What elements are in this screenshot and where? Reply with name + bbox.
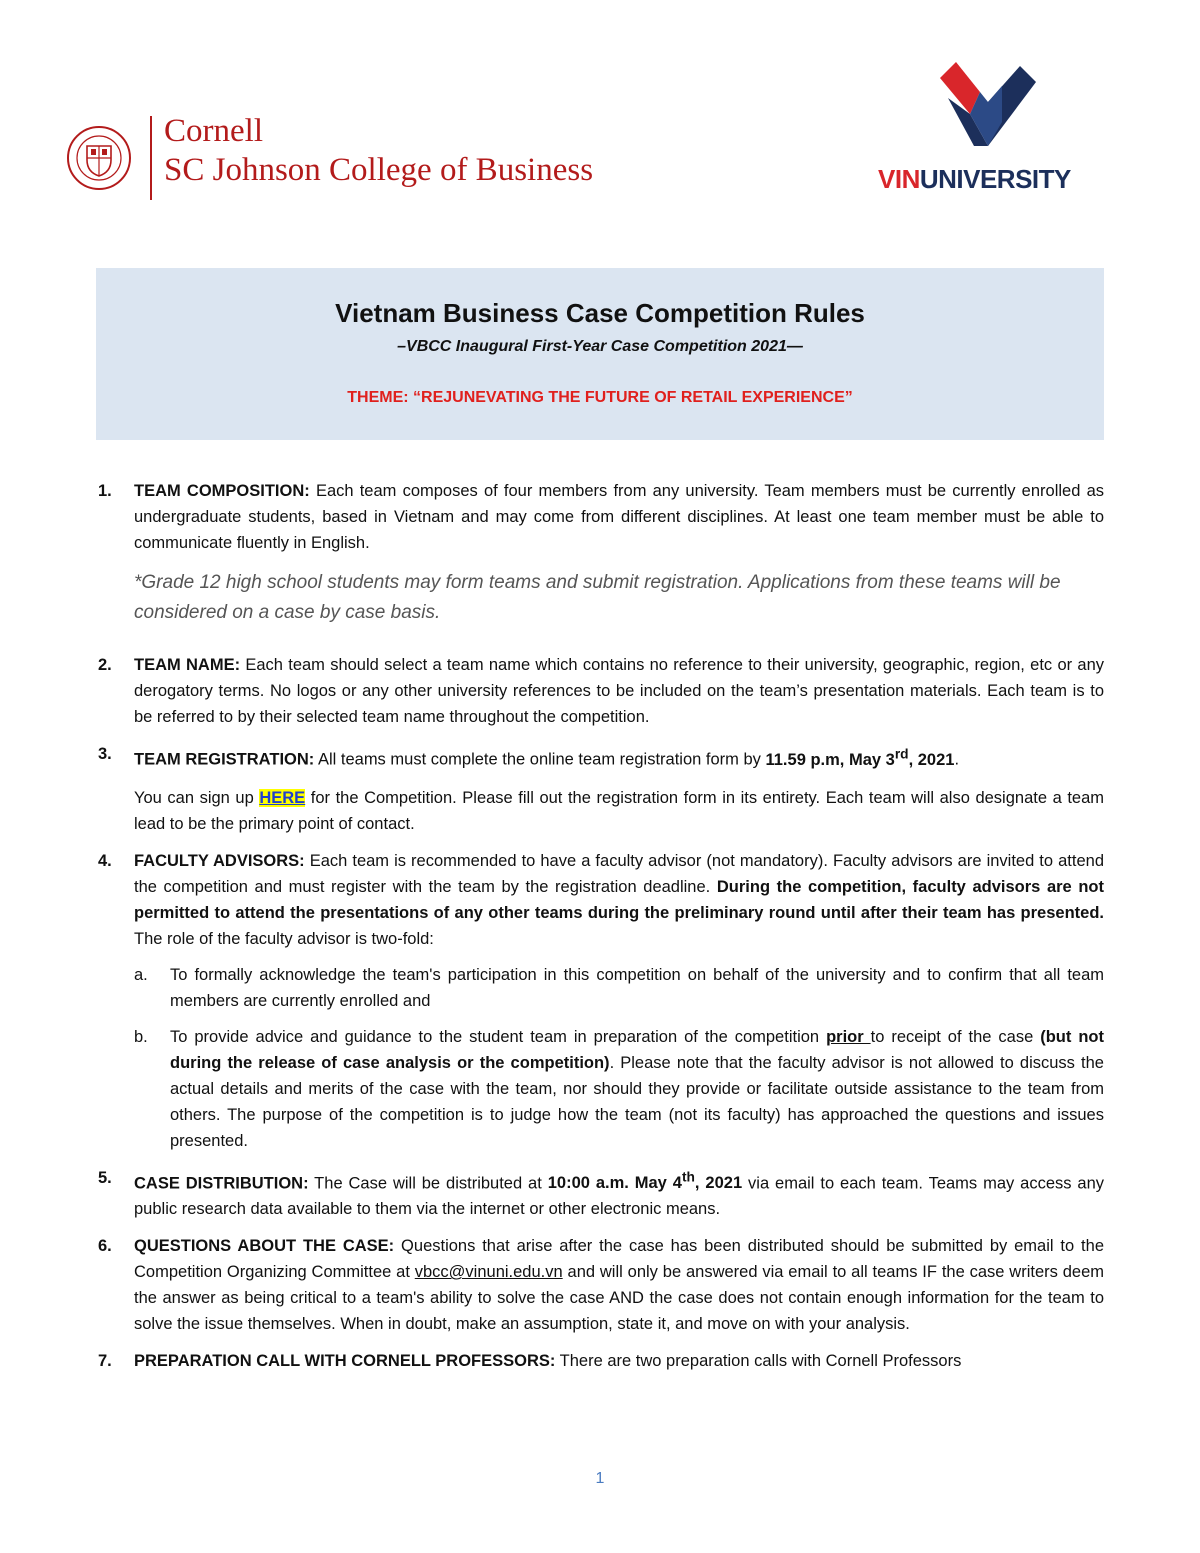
signup-paragraph [134,785,1104,837]
rule-text-end: The role of the faculty advisor is two-fold: [134,929,434,948]
sub-item-text-3: . Please note that the faculty advisor is not allowed to discuss the actual details and merits of the case with the team, nor should they provide or facilitate outside assistance to the team from others. The purpose of the competition is to judge how the team (not its faculty) has approached the questions and issues presented. [170,1053,1104,1150]
rule-label: TEAM NAME: [134,656,241,674]
rule-text: Each team composes of four members from any university. Team members must be currently enrolled as undergraduate students, based in Vietnam and may come from different disciplines. At least one team member must be able to communicate fluently in English. [134,482,1104,552]
advisor-roles-list [134,962,1104,1154]
rules-body [96,478,1104,1385]
distribution-suffix: th [681,1169,695,1185]
rule-team-name [96,652,1104,730]
rule-text-end: via email to each team. Teams may access any public research data available to them via the internet or other electronic means. [134,1174,1105,1218]
rule-text-end: . [954,750,960,769]
registration-deadline [765,746,955,769]
rule-bold-text: During the competition, faculty advisors are not permitted to attend the presentations of any other teams during the preliminary round until after their team has presented. [134,877,1104,922]
rule-label: TEAM COMPOSITION: [134,482,310,500]
deadline-date: 11.59 p.m, May 3 [765,750,895,769]
sub-item-bold: (but not during the release of case analysis or the competition) [170,1027,1104,1072]
rule-team-registration [96,741,1104,837]
rule-number: 6. [98,1237,112,1255]
registration-link[interactable]: HERE [259,788,306,807]
page-number: 1 [595,1470,605,1487]
rule-label: TEAM REGISTRATION: [134,750,315,769]
sub-item-text: To formally acknowledge the team's participation in this competition on behalf of the university and to confirm that all team members are currently enrolled and [170,965,1104,1010]
rules-list [96,478,1104,1374]
signup-text: You can sign up [134,788,260,807]
rule-number: 5. [98,1168,112,1187]
prior-emphasis: prior [826,1027,871,1046]
sub-item-letter: a. [134,965,148,984]
rule-label: QUESTIONS ABOUT THE CASE: [134,1237,395,1255]
deadline-suffix: rd [894,746,909,761]
rule-number: 4. [98,851,112,870]
vinuniversity-wordmark [878,164,1071,195]
cornell-seal-icon [66,120,132,196]
rule-text: Each team is recommended to have a faculty advisor (not mandatory). Faculty advisors are invited to attend the competition and must register with the team by the registration deadline. [134,851,1104,896]
vinuniversity-logo [872,62,1102,198]
cornell-name: Cornell [164,113,263,149]
rule-number: 1. [98,482,112,500]
rule-text: The Case will be distributed at [308,1174,548,1192]
advisor-role-a [134,962,1104,1014]
distribution-date: 10:00 a.m. May 4 [547,1174,682,1192]
rule-number: 3. [98,745,112,763]
title-box [96,268,1104,440]
rule-label: PREPARATION CALL WITH CORNELL PROFESSORS: [134,1352,556,1370]
vin-word-part: VIN [878,164,920,194]
rule-preparation-call [96,1348,1104,1374]
document-subtitle: –VBCC Inaugural First-Year Case Competition 2021— [397,338,803,355]
distribution-time [547,1169,743,1192]
rule-text: Each team should select a team name which contains no reference to their university, geographic, region, etc or any derogatory terms. No logos or any other university references to be included on the team’s presentation materials. Each team is to be referred to by their selected team name throughout the competition. [134,656,1104,726]
organizer-email-link[interactable]: vbcc@vinuni.edu.vn [414,1263,563,1281]
rule-text: Questions that arise after the case has been distributed should be submitted by email to the Competition Organizing Committee at [134,1237,1104,1281]
cornell-logo [66,112,686,202]
rule-team-composition [96,478,1104,628]
rule-number: 2. [98,656,112,674]
document-title: Vietnam Business Case Competition Rules [335,298,865,328]
competition-theme: THEME: “REJUNEVATING THE FUTURE OF RETAIL EXPERIENCE” [347,389,853,406]
vinuni-v-mark-icon [940,62,1036,146]
signup-text-rest: for the Competition. Please fill out the registration form in its entirety. Each team will also designate a team lead to be the primary point of contact. [134,788,1105,833]
cornell-divider [150,116,152,200]
rule-case-distribution [96,1165,1104,1223]
rule-number: 7. [98,1352,112,1370]
distribution-year: , 2021 [694,1174,743,1192]
rule-questions-about-case [96,1233,1104,1337]
sub-item-letter: b. [134,1027,148,1046]
rule-label: CASE DISTRIBUTION: [134,1174,309,1192]
rule-text: There are two preparation calls with Cornell Professors [555,1352,962,1370]
high-school-note: *Grade 12 high school students may form teams and submit registration. Applications from these teams will be considered on a case by case basis. [134,572,1061,623]
cornell-wordmark [164,112,593,190]
rule-text-end: and will only be answered via email to all teams IF the case writers deem the answer as being critical to a team's ability to solve the case AND the case does not contain enough information for the team to solve the issue themselves. When in doubt, make an assumption, state it, and move on with your analysis. [134,1263,1104,1333]
advisor-role-b [134,1024,1104,1154]
university-word-part: UNIVERSITY [919,164,1071,194]
sub-item-text: To provide advice and guidance to the student team in preparation of the competition [170,1027,827,1046]
rule-text: All teams must complete the online team registration form by [314,750,766,769]
rule-faculty-advisors [96,848,1104,1154]
deadline-year: , 2021 [908,750,955,769]
rule-label: FACULTY ADVISORS: [134,851,305,870]
sub-item-text-2: to receipt of the case [870,1027,1041,1046]
college-name: SC Johnson College of Business [164,152,594,188]
